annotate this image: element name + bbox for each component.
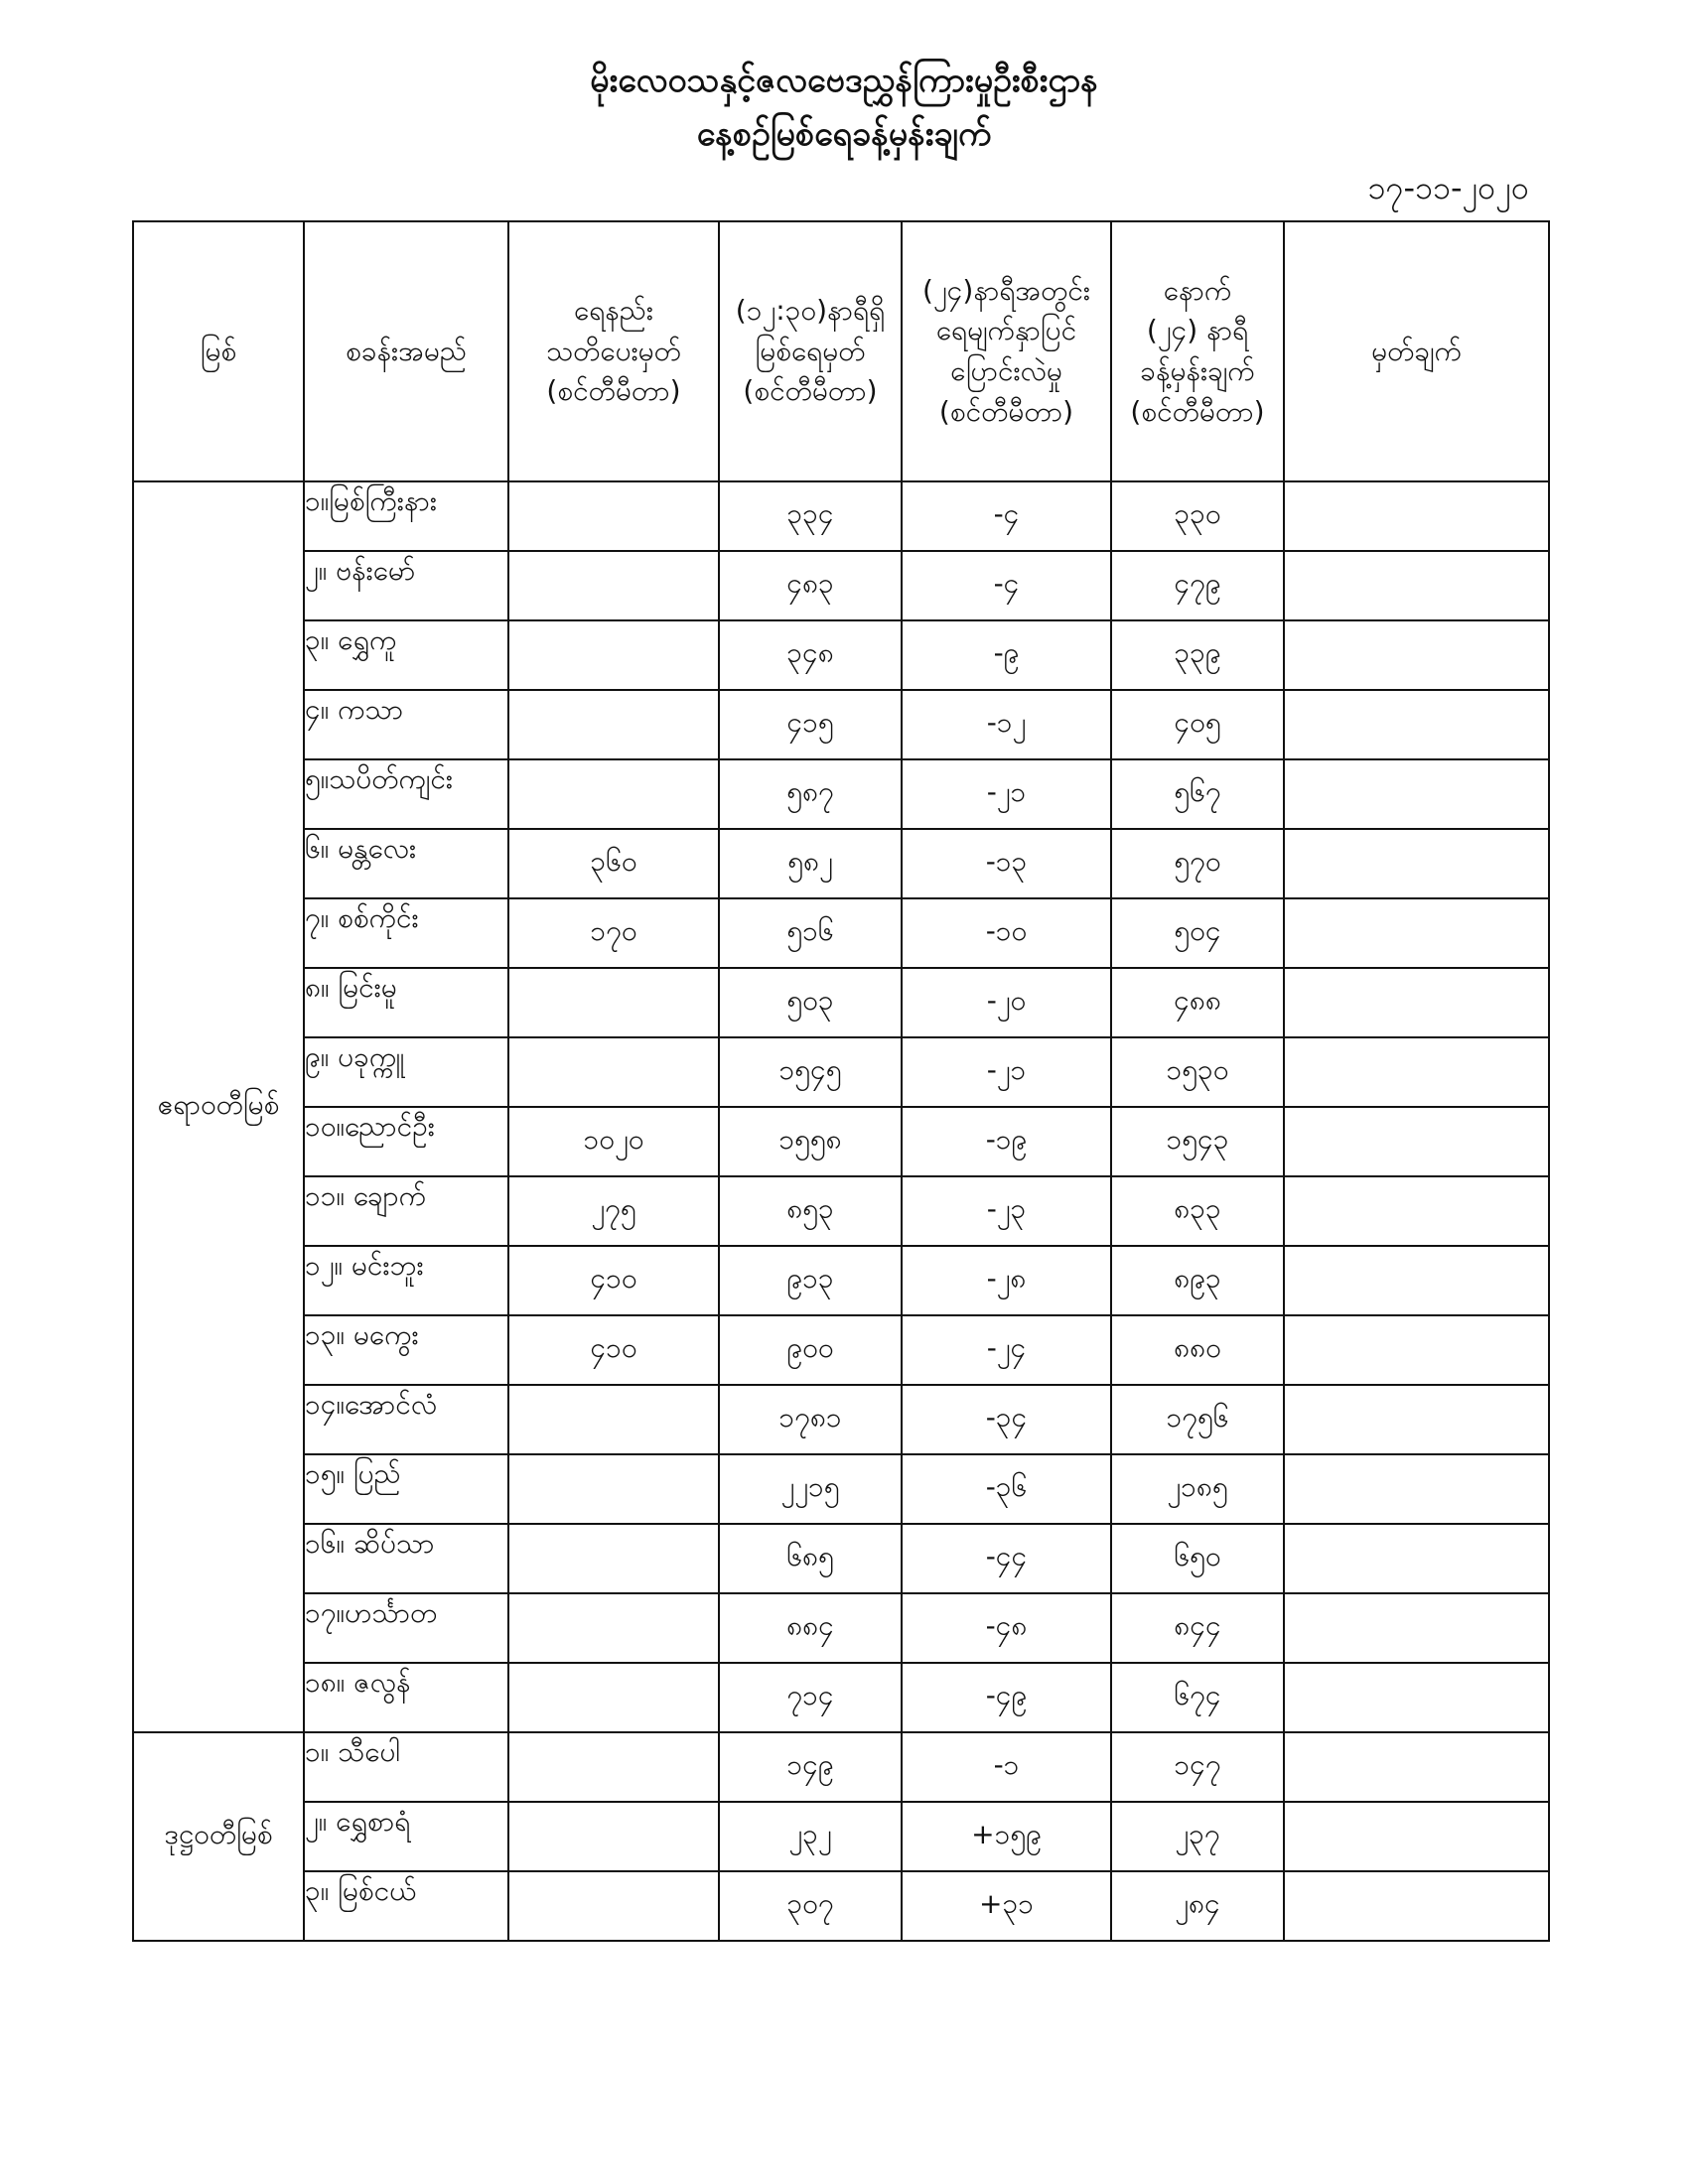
header-forecast: နောက် (၂၄) နာရီ ခန့်မှန်းချက် (စင်တီမီတာ)	[1111, 221, 1284, 481]
table-row	[133, 1524, 1549, 1593]
table-row	[133, 620, 1549, 690]
table-row	[133, 1107, 1549, 1176]
table-row	[133, 1385, 1549, 1454]
forecast-cell: ၁၅၄၃	[1111, 1107, 1284, 1176]
forecast-cell: ၅၀၄	[1111, 898, 1284, 968]
forecast-cell: ၈၉၃	[1111, 1246, 1284, 1315]
warning-cell	[508, 1732, 719, 1802]
level-cell: ၈၈၄	[719, 1593, 902, 1663]
warning-cell	[508, 481, 719, 551]
table-row	[133, 690, 1549, 759]
forecast-cell: ၅၇၀	[1111, 829, 1284, 898]
warning-cell: ၃၆၀	[508, 829, 719, 898]
forecast-cell: ၄၇၉	[1111, 551, 1284, 620]
forecast-cell: ၂၁၈၅	[1111, 1454, 1284, 1524]
report-date: ၁၇-၁၁-၂၀၂၀	[1367, 169, 1529, 206]
level-cell: ၁၄၉	[719, 1732, 902, 1802]
level-cell: ၃၀၇	[719, 1871, 902, 1941]
station-cell: ၁၃။ မကွေး	[304, 1315, 508, 1385]
change-cell: -၄၄	[902, 1524, 1111, 1593]
table-body	[133, 481, 1549, 1941]
header-river: မြစ်	[133, 221, 304, 481]
header-station: စခန်းအမည်	[304, 221, 508, 481]
remark-cell	[1284, 551, 1549, 620]
level-cell: ၉၁၃	[719, 1246, 902, 1315]
table-row	[133, 1454, 1549, 1524]
change-cell: -၁၀	[902, 898, 1111, 968]
remark-cell	[1284, 898, 1549, 968]
river-level-table	[132, 220, 1550, 1942]
forecast-cell: ၅၆၇	[1111, 759, 1284, 829]
table-row	[133, 1246, 1549, 1315]
station-cell: ၁၂။ မင်းဘူး	[304, 1246, 508, 1315]
remark-cell	[1284, 1871, 1549, 1941]
change-cell: -၄၈	[902, 1593, 1111, 1663]
station-cell: ၁၈။ ဇလွန်	[304, 1663, 508, 1732]
change-cell: -၉	[902, 620, 1111, 690]
remark-cell	[1284, 1593, 1549, 1663]
remark-cell	[1284, 1385, 1549, 1454]
change-cell: -၂၈	[902, 1246, 1111, 1315]
station-cell: ၂။ ရွှေစာရံ	[304, 1802, 508, 1871]
table-row	[133, 1037, 1549, 1107]
station-cell: ၆။ မန္တလေး	[304, 829, 508, 898]
header-remark: မှတ်ချက်	[1284, 221, 1549, 481]
station-cell: ၉။ ပခုက္ကူ	[304, 1037, 508, 1107]
remark-cell	[1284, 1732, 1549, 1802]
table-row	[133, 1871, 1549, 1941]
warning-cell	[508, 1802, 719, 1871]
level-cell: ၅၀၃	[719, 968, 902, 1037]
forecast-cell: ၈၃၃	[1111, 1176, 1284, 1246]
warning-cell	[508, 1871, 719, 1941]
forecast-cell: ၄၈၈	[1111, 968, 1284, 1037]
warning-cell	[508, 1663, 719, 1732]
change-cell: -၃၄	[902, 1385, 1111, 1454]
change-cell: -၁၂	[902, 690, 1111, 759]
level-cell: ၅၁၆	[719, 898, 902, 968]
station-cell: ၁။ သီပေါ	[304, 1732, 508, 1802]
table-row	[133, 898, 1549, 968]
level-cell: ၅၈၂	[719, 829, 902, 898]
change-cell: +၃၁	[902, 1871, 1111, 1941]
forecast-cell: ၄၀၅	[1111, 690, 1284, 759]
station-cell: ၁၅။ ပြည်	[304, 1454, 508, 1524]
warning-cell	[508, 1524, 719, 1593]
warning-cell	[508, 1385, 719, 1454]
forecast-cell: ၈၈၀	[1111, 1315, 1284, 1385]
table-row	[133, 1663, 1549, 1732]
remark-cell	[1284, 1176, 1549, 1246]
station-cell: ၃။ ရွှေကူ	[304, 620, 508, 690]
table-row	[133, 829, 1549, 898]
remark-cell	[1284, 1107, 1549, 1176]
remark-cell	[1284, 1524, 1549, 1593]
forecast-cell: ၁၇၅၆	[1111, 1385, 1284, 1454]
forecast-cell: ၁၅၃၀	[1111, 1037, 1284, 1107]
remark-cell	[1284, 968, 1549, 1037]
warning-cell: ၁၀၂၀	[508, 1107, 719, 1176]
forecast-cell: ၂၃၇	[1111, 1802, 1284, 1871]
table-row	[133, 1315, 1549, 1385]
header-level: (၁၂:၃၀)နာရီရှိ မြစ်ရေမှတ် (စင်တီမီတာ)	[719, 221, 902, 481]
station-cell: ၇။ စစ်ကိုင်း	[304, 898, 508, 968]
warning-cell: ၂၇၅	[508, 1176, 719, 1246]
header-change: (၂၄)နာရီအတွင်း ရေမျက်နှာပြင် ပြောင်းလဲမှု (စင်တီမီတာ)	[902, 221, 1111, 481]
table-row	[133, 551, 1549, 620]
forecast-cell: ၁၄၇	[1111, 1732, 1284, 1802]
header-row	[133, 221, 1549, 481]
station-cell: ၁၁။ ချောက်	[304, 1176, 508, 1246]
change-cell: -၄၉	[902, 1663, 1111, 1732]
level-cell: ၇၁၄	[719, 1663, 902, 1732]
forecast-cell: ၃၃၀	[1111, 481, 1284, 551]
level-cell: ၈၅၃	[719, 1176, 902, 1246]
change-cell: -၂၀	[902, 968, 1111, 1037]
remark-cell	[1284, 1246, 1549, 1315]
table-row	[133, 759, 1549, 829]
forecast-cell: ၆၇၄	[1111, 1663, 1284, 1732]
report-title: နေ့စဉ်မြစ်ရေခန့်မှန်းချက်	[696, 114, 992, 154]
table-row	[133, 1732, 1549, 1802]
level-cell: ၄၁၅	[719, 690, 902, 759]
station-cell: ၁၆။ ဆိပ်သာ	[304, 1524, 508, 1593]
table-row	[133, 481, 1549, 551]
warning-cell	[508, 1454, 719, 1524]
level-cell: ၄၈၃	[719, 551, 902, 620]
level-cell: ၃၃၄	[719, 481, 902, 551]
change-cell: +၁၅၉	[902, 1802, 1111, 1871]
station-cell: ၈။ မြင်းမူ	[304, 968, 508, 1037]
station-cell: ၂။ ဗန်းမော်	[304, 551, 508, 620]
warning-cell	[508, 1037, 719, 1107]
table-row	[133, 968, 1549, 1037]
station-cell: ၅။သပိတ်ကျင်း	[304, 759, 508, 829]
change-cell: -၂၁	[902, 759, 1111, 829]
change-cell: -၃၆	[902, 1454, 1111, 1524]
remark-cell	[1284, 759, 1549, 829]
change-cell: -၂၄	[902, 1315, 1111, 1385]
remark-cell	[1284, 690, 1549, 759]
station-cell: ၁။မြစ်ကြီးနား	[304, 481, 508, 551]
change-cell: -၁၉	[902, 1107, 1111, 1176]
table-row	[133, 1176, 1549, 1246]
level-cell: ၂၂၁၅	[719, 1454, 902, 1524]
remark-cell	[1284, 829, 1549, 898]
warning-cell: ၄၁၀	[508, 1246, 719, 1315]
station-cell: ၁၄။အောင်လံ	[304, 1385, 508, 1454]
table-row	[133, 1802, 1549, 1871]
change-cell: -၁၃	[902, 829, 1111, 898]
warning-cell	[508, 620, 719, 690]
remark-cell	[1284, 1663, 1549, 1732]
level-cell: ၃၄၈	[719, 620, 902, 690]
forecast-cell: ၈၄၄	[1111, 1593, 1284, 1663]
level-cell: ၁၇၈၁	[719, 1385, 902, 1454]
level-cell: ၁၅၄၅	[719, 1037, 902, 1107]
header-warning: ရေနည်း သတိပေးမှတ် (စင်တီမီတာ)	[508, 221, 719, 481]
warning-cell	[508, 551, 719, 620]
agency-title: မိုးလေဝသနှင့်ဇလဗေဒညွှန်ကြားမှုဦးစီးဌာန	[590, 61, 1098, 100]
river-name-cell: ဒုဋ္ဌဝတီမြစ်	[133, 1732, 304, 1941]
warning-cell	[508, 690, 719, 759]
remark-cell	[1284, 1315, 1549, 1385]
forecast-cell: ၂၈၄	[1111, 1871, 1284, 1941]
forecast-cell: ၃၃၉	[1111, 620, 1284, 690]
station-cell: ၄။ ကသာ	[304, 690, 508, 759]
remark-cell	[1284, 1037, 1549, 1107]
change-cell: -၁	[902, 1732, 1111, 1802]
warning-cell	[508, 968, 719, 1037]
warning-cell: ၁၇၀	[508, 898, 719, 968]
level-cell: ၅၈၇	[719, 759, 902, 829]
station-cell: ၁၇။ဟင်္သာတ	[304, 1593, 508, 1663]
level-cell: ၆၈၅	[719, 1524, 902, 1593]
warning-cell: ၄၁၀	[508, 1315, 719, 1385]
change-cell: -၄	[902, 481, 1111, 551]
remark-cell	[1284, 620, 1549, 690]
warning-cell	[508, 759, 719, 829]
remark-cell	[1284, 481, 1549, 551]
change-cell: -၂၃	[902, 1176, 1111, 1246]
level-cell: ၉၀၀	[719, 1315, 902, 1385]
station-cell: ၁၀။ညောင်ဦး	[304, 1107, 508, 1176]
warning-cell	[508, 1593, 719, 1663]
remark-cell	[1284, 1454, 1549, 1524]
remark-cell	[1284, 1802, 1549, 1871]
change-cell: -၄	[902, 551, 1111, 620]
station-cell: ၃။ မြစ်ငယ်	[304, 1871, 508, 1941]
river-name-cell: ဧရာဝတီမြစ်	[133, 481, 304, 1732]
forecast-cell: ၆၅၀	[1111, 1524, 1284, 1593]
table-row	[133, 1593, 1549, 1663]
change-cell: -၂၁	[902, 1037, 1111, 1107]
level-cell: ၂၃၂	[719, 1802, 902, 1871]
level-cell: ၁၅၅၈	[719, 1107, 902, 1176]
